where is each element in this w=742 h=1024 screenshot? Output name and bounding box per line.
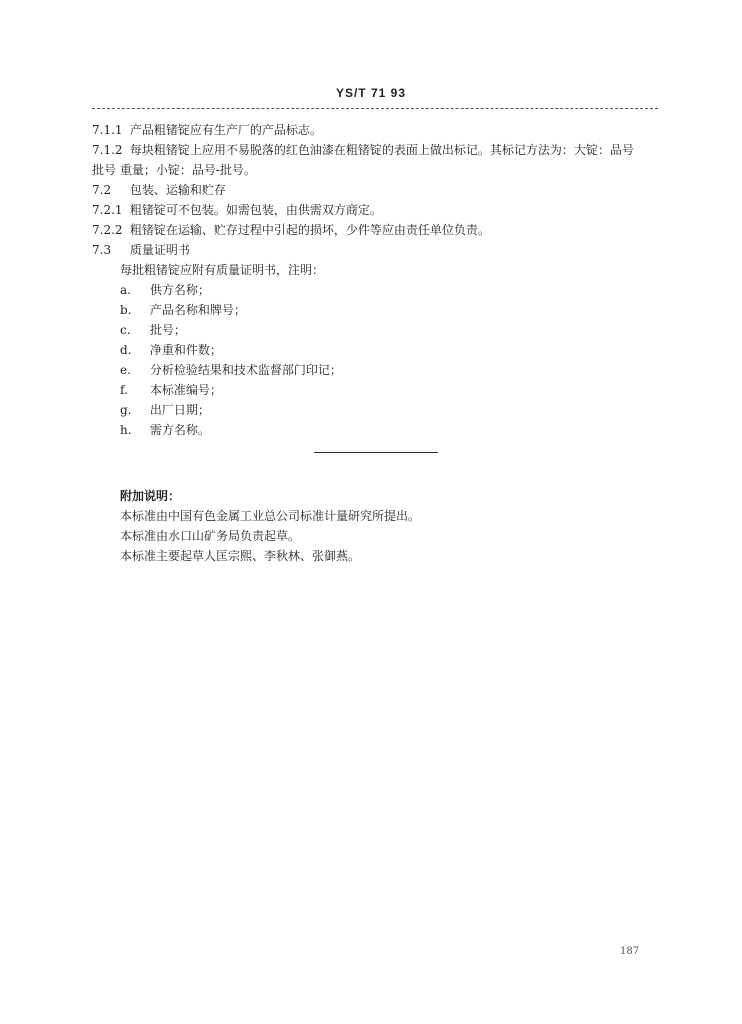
list-item <box>92 380 672 400</box>
section-divider <box>314 452 438 453</box>
item-label: b. <box>120 303 132 317</box>
item-text: 本标准编号； <box>149 383 222 397</box>
list-item <box>92 280 672 300</box>
item-text: 净重和件数； <box>149 343 222 357</box>
clause-number: 7.1.2 <box>92 143 123 157</box>
clause-7-1-2 <box>92 140 672 160</box>
item-label: d. <box>120 343 132 357</box>
item-label: g. <box>120 403 132 417</box>
section-7-2 <box>92 180 672 200</box>
item-label: h. <box>120 423 132 437</box>
list-item <box>92 340 672 360</box>
clause-7-1-1 <box>92 120 672 140</box>
document-body <box>92 120 672 440</box>
section-7-3 <box>92 240 672 260</box>
list-item <box>92 360 672 380</box>
clause-7-2-1 <box>92 200 672 220</box>
certificate-intro: 每批粗锗锭应附有质量证明书，注明： <box>120 263 325 277</box>
clause-number: 7.2.2 <box>92 223 123 237</box>
clause-text: 每块粗锗锭上应用不易脱落的红色油漆在粗锗锭的表面上做出标记。其标记方法为：大锭：品号 <box>129 143 634 157</box>
section-title: 质量证明书 <box>129 243 190 257</box>
clause-7-1-2-continued <box>92 160 672 180</box>
list-item <box>92 400 672 420</box>
notes-title: 附加说明： <box>120 489 181 503</box>
clause-text: 批号 重量；小锭：品号-批号。 <box>92 163 256 177</box>
document-code: YS/T 71 93 <box>335 86 407 100</box>
list-item <box>92 420 672 440</box>
item-text: 批号； <box>149 323 186 337</box>
notes-line: 本标准由水口山矿务局负责起草。 <box>120 529 301 543</box>
item-label: f. <box>120 383 128 397</box>
page-number: 187 <box>620 946 640 957</box>
clause-text: 粗锗锭在运输、贮存过程中引起的损坏，少件等应由责任单位负责。 <box>129 223 490 237</box>
item-text: 出厂日期； <box>149 403 210 417</box>
clause-number: 7.2.1 <box>92 203 123 217</box>
clause-text: 产品粗锗锭应有生产厂的产品标志。 <box>129 123 322 137</box>
item-label: a. <box>120 283 131 297</box>
notes-line: 本标准由中国有色金属工业总公司标准计量研究所提出。 <box>120 509 421 523</box>
clause-7-2-2 <box>92 220 672 240</box>
item-label: e. <box>120 363 131 377</box>
item-text: 供方名称； <box>149 283 210 297</box>
header-rule <box>92 108 658 109</box>
additional-notes <box>120 486 660 566</box>
item-text: 需方名称。 <box>149 423 210 437</box>
section-number: 7.3 <box>92 243 112 257</box>
list-item <box>92 300 672 320</box>
item-text: 分析检验结果和技术监督部门印记； <box>149 363 342 377</box>
section-number: 7.2 <box>92 183 112 197</box>
list-item <box>92 320 672 340</box>
item-label: c. <box>120 323 131 337</box>
clause-number: 7.1.1 <box>92 123 123 137</box>
section-title: 包装、运输和贮存 <box>129 183 226 197</box>
clause-text: 粗锗锭可不包装。如需包装，由供需双方商定。 <box>129 203 382 217</box>
notes-line: 本标准主要起草人匡宗熙、李秋林、张御燕。 <box>120 549 361 563</box>
item-text: 产品名称和牌号； <box>149 303 246 317</box>
